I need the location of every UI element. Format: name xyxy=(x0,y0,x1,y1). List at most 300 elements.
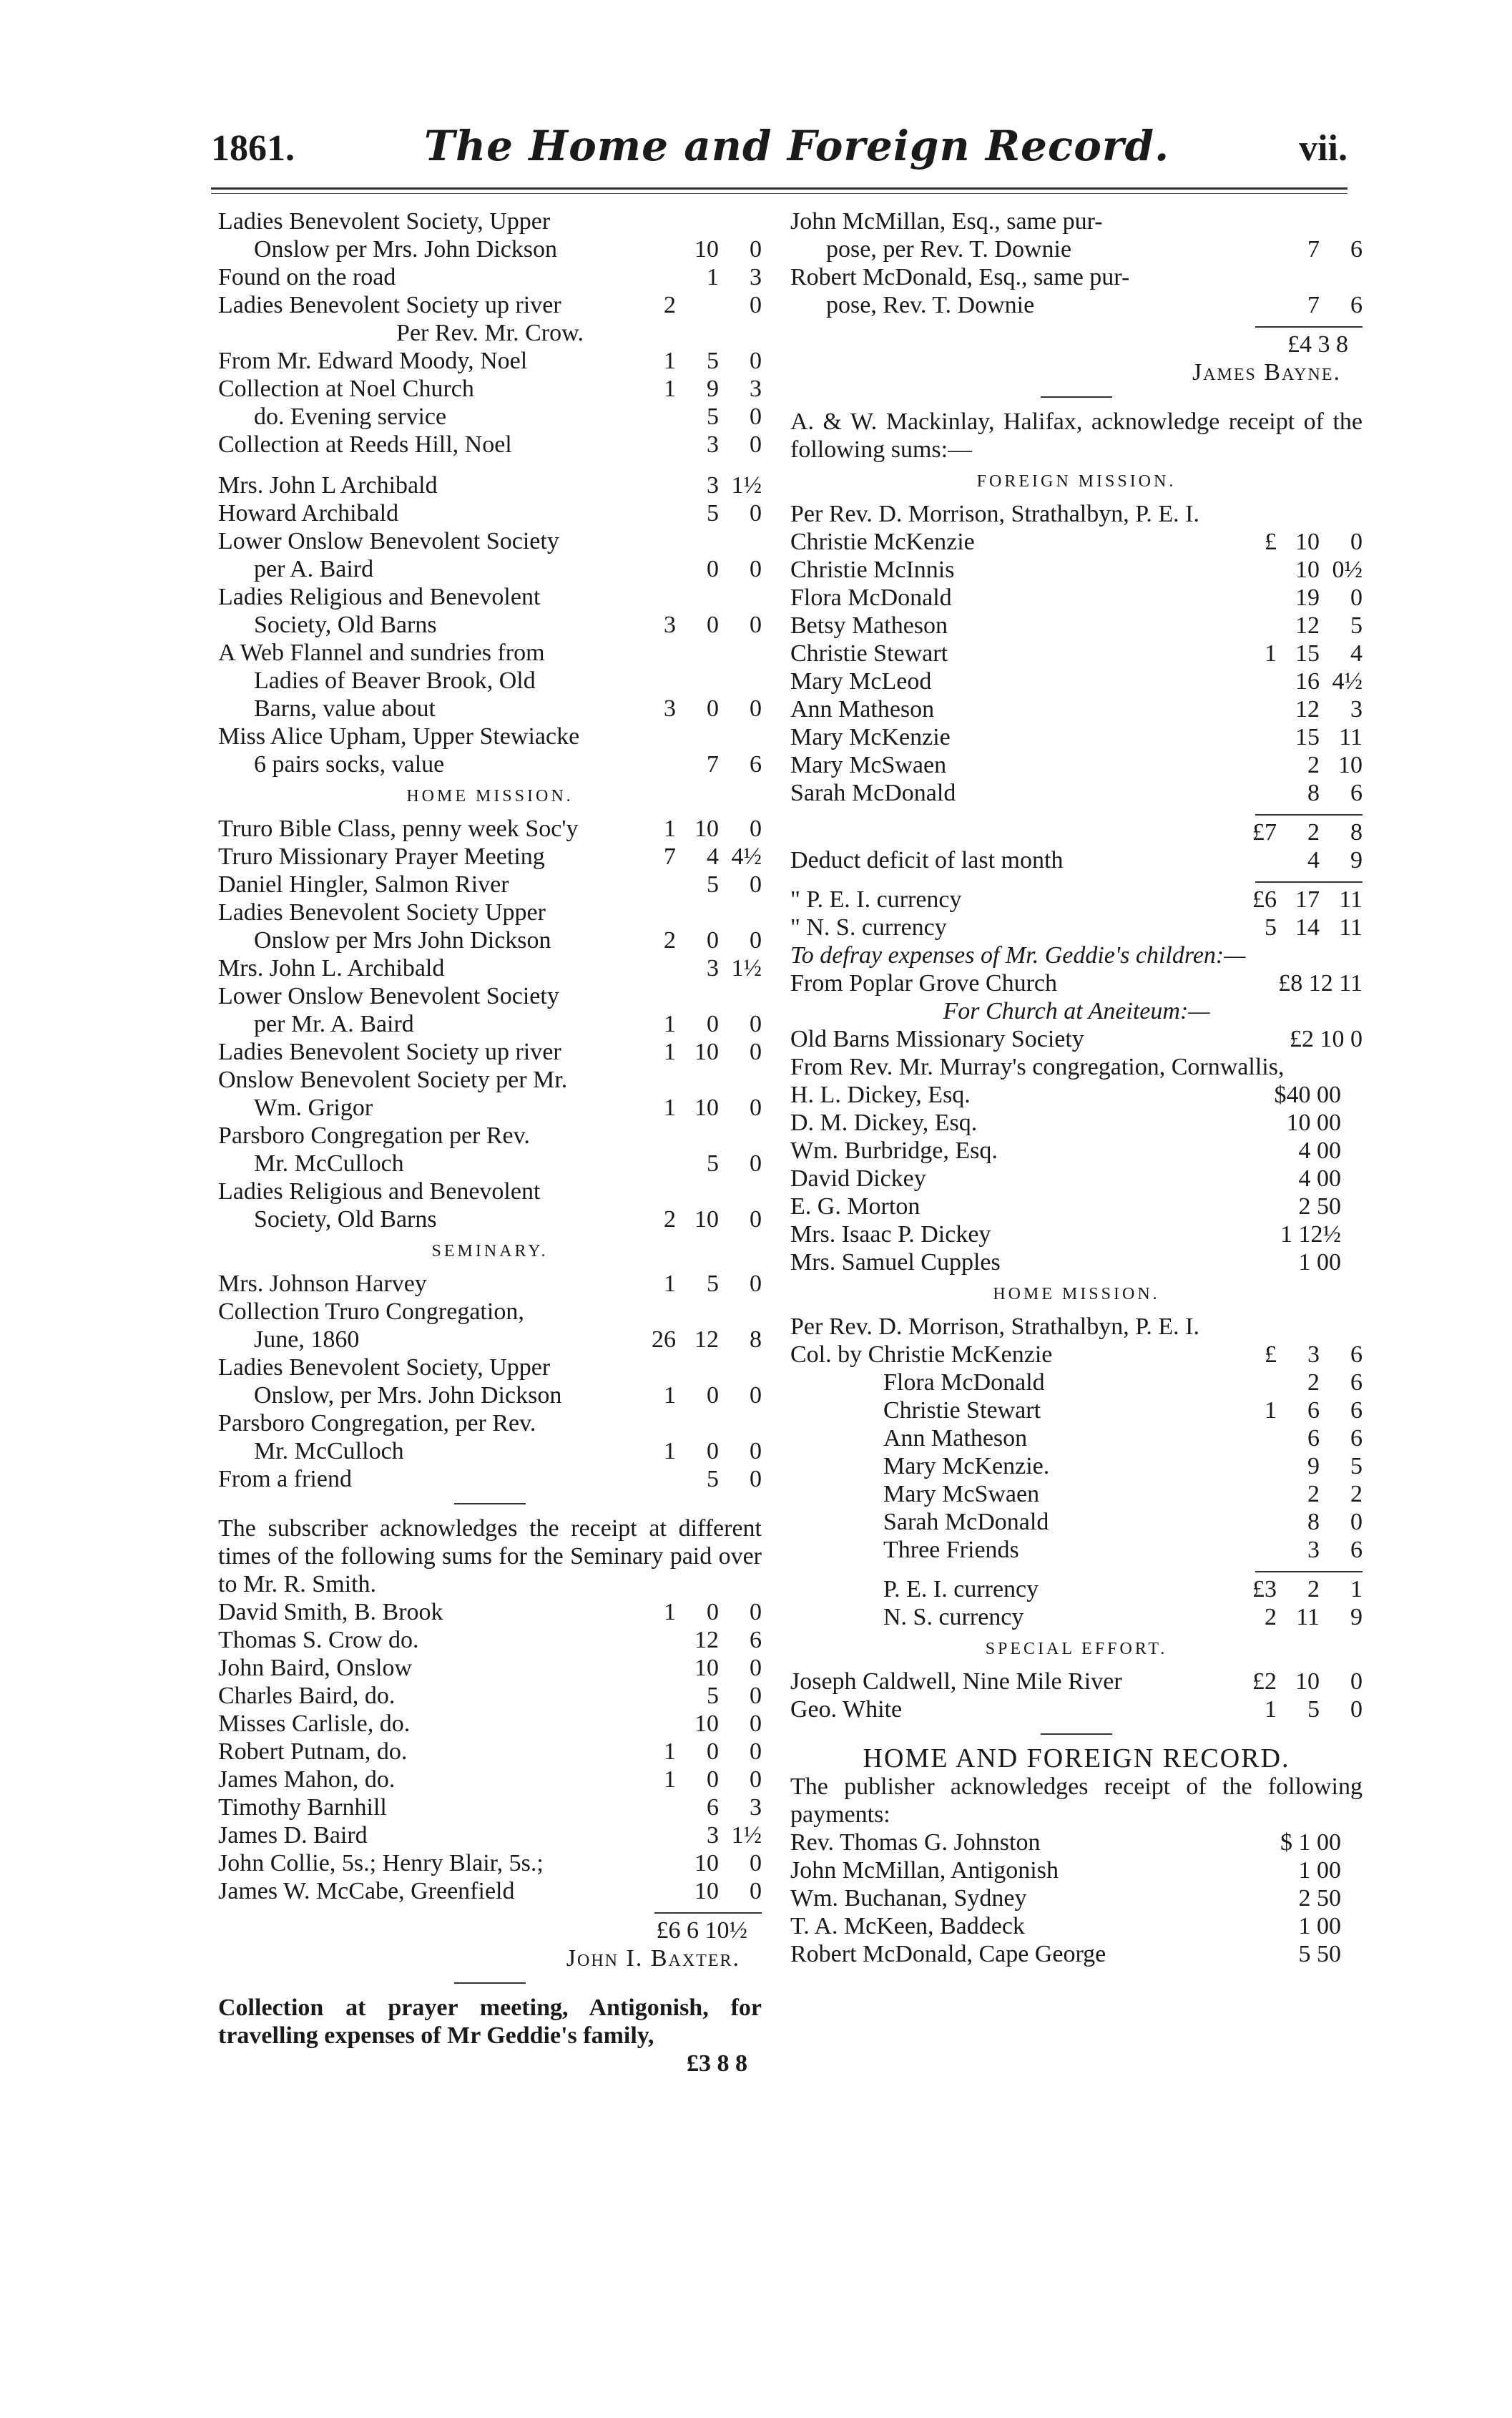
left-mid-list xyxy=(218,471,762,778)
amount-d: 6 xyxy=(1350,1369,1363,1396)
list-item xyxy=(790,556,1363,584)
list-item xyxy=(790,640,1363,667)
amount-d: 0 xyxy=(750,1039,762,1065)
amount-s: 8 xyxy=(1307,780,1320,806)
item-text: Ladies of Beaver Brook, Old xyxy=(254,667,536,694)
item-text: Mrs. Johnson Harvey xyxy=(218,1271,427,1297)
amount-s: 0 xyxy=(707,927,719,954)
right-top-total: £4 3 8 xyxy=(1287,331,1348,358)
record-heading: HOME AND FOREIGN RECORD. xyxy=(863,1743,1290,1773)
item-text: Geo. White xyxy=(790,1696,903,1723)
smith-total: £6 6 10½ xyxy=(656,1917,747,1944)
amount-s: 6 xyxy=(707,1794,719,1821)
item-text: Flora McDonald xyxy=(790,584,952,611)
list-item xyxy=(790,235,1363,263)
item-text: From Mr. Edward Moody, Noel xyxy=(218,348,528,374)
seminary-heading: SEMINARY. xyxy=(431,1242,549,1261)
amount-d: 0 xyxy=(750,431,762,458)
right-column xyxy=(790,207,1363,1968)
amount-s: 3 xyxy=(707,955,719,982)
item-text: Robert Putnam, do. xyxy=(218,1738,408,1765)
item-text: Mr. McCulloch xyxy=(254,1438,404,1464)
amount-s: 7 xyxy=(1307,236,1320,263)
amount-d: 0 xyxy=(750,1655,762,1681)
item-text: Wm. Grigor xyxy=(254,1095,373,1121)
item-text: pose, per Rev. T. Downie xyxy=(826,236,1072,263)
list-item xyxy=(218,1766,762,1793)
amount: 5 50 xyxy=(1298,1941,1341,1967)
list-item xyxy=(218,1381,762,1409)
amount-d: 6 xyxy=(1350,236,1363,263)
amount-d: 0 xyxy=(750,500,762,527)
amount-l: 3 xyxy=(664,612,676,638)
list-item xyxy=(790,779,1363,807)
amount-d: 9 xyxy=(1350,1604,1363,1630)
list-item xyxy=(218,583,762,611)
list-item xyxy=(790,751,1363,779)
home-mission-heading-right: HOME MISSION. xyxy=(993,1285,1160,1303)
amount-s: 9 xyxy=(1307,1453,1320,1479)
list-item xyxy=(218,555,762,583)
amount-l: 1 xyxy=(664,1766,676,1793)
amount-s: 10 xyxy=(694,1850,719,1876)
item-text: Thomas S. Crow do. xyxy=(218,1627,419,1653)
total-rule xyxy=(654,1912,762,1914)
amount-d: 3 xyxy=(750,1794,762,1821)
amount-d: 5 xyxy=(1350,612,1363,639)
amount-s: 9 xyxy=(707,376,719,402)
item-text: Onslow per Mrs John Dickson xyxy=(254,927,551,954)
amount-l: £6 xyxy=(1252,886,1277,913)
amount-d: 0 xyxy=(750,348,762,374)
item-text: Ladies Religious and Benevolent xyxy=(218,584,541,610)
amount-s: 10 xyxy=(694,236,719,263)
item-text: per A. Baird xyxy=(254,556,374,582)
item-text: Sarah McDonald xyxy=(883,1509,1049,1535)
item-text: Howard Archibald xyxy=(218,500,399,527)
amount-l: 1 xyxy=(664,1438,676,1464)
amount-s: 15 xyxy=(1295,640,1320,667)
list-item xyxy=(218,1038,762,1066)
amount-d: 0 xyxy=(750,1850,762,1876)
amount: 1 00 xyxy=(1298,1913,1341,1939)
foreign-total xyxy=(790,818,1363,846)
prayer-note: Collection at prayer meeting, Antigonish, for travelling expenses of Mr Geddie's family, xyxy=(218,1994,762,2049)
amount-s: 6 xyxy=(1307,1397,1320,1424)
amount-l: 1 xyxy=(664,1599,676,1625)
list-item xyxy=(790,667,1363,695)
total-rule xyxy=(1255,814,1363,816)
amount-s: 10 xyxy=(694,1878,719,1904)
amount-l: £ xyxy=(1265,529,1277,555)
amount-d: 11 xyxy=(1339,886,1363,913)
list-item xyxy=(218,403,762,431)
list-item xyxy=(218,471,762,499)
amount-s: 0 xyxy=(707,1382,719,1409)
amount-s: 10 xyxy=(1295,557,1320,583)
amount-l: 1 xyxy=(664,1382,676,1409)
amount-d: 8 xyxy=(750,1326,762,1353)
item-text: Daniel Hingler, Salmon River xyxy=(218,871,509,898)
item-text: Lower Onslow Benevolent Society xyxy=(218,983,559,1009)
item-text: James Mahon, do. xyxy=(218,1766,396,1793)
amount-d: 0 xyxy=(750,403,762,430)
amount-s: 0 xyxy=(707,1738,719,1765)
special-list xyxy=(790,1668,1363,1723)
item-text: John McMillan, Antigonish xyxy=(790,1857,1059,1884)
item-text: " P. E. I. currency xyxy=(790,886,962,913)
amount-l: £7 xyxy=(1252,819,1277,846)
amount-s: 5 xyxy=(707,500,719,527)
header-year: 1861. xyxy=(211,128,295,169)
list-item xyxy=(218,611,762,639)
list-item xyxy=(218,1654,762,1682)
amount-l: 1 xyxy=(664,1738,676,1765)
amount-d: 0 xyxy=(750,871,762,898)
poplar-row: From Poplar Grove Church £8 12 11 xyxy=(790,970,1363,997)
left-column xyxy=(218,207,762,2077)
amount-s: 7 xyxy=(1307,292,1320,318)
per-morrison-line: Per Rev. D. Morrison, Strathalbyn, P. E. I. xyxy=(790,501,1199,527)
amount-s: 5 xyxy=(707,403,719,430)
list-item xyxy=(790,1940,1363,1968)
list-item xyxy=(790,207,1363,235)
amount: $40 00 xyxy=(1274,1082,1341,1108)
list-item xyxy=(218,1010,762,1038)
divider xyxy=(1041,1733,1112,1735)
item-text: Mary McSwaen xyxy=(790,752,947,778)
amount-d: 0 xyxy=(750,1150,762,1177)
murray-note: From Rev. Mr. Murray's congregation, Cornwallis, xyxy=(790,1054,1285,1080)
amount-d: 4 xyxy=(1350,640,1363,667)
list-item xyxy=(218,291,762,319)
list-item xyxy=(790,1575,1363,1603)
total-rule xyxy=(1255,326,1363,328)
list-item xyxy=(790,1109,1363,1137)
item-text: Mrs. Samuel Cupples xyxy=(790,1249,1001,1276)
amount-l: 2 xyxy=(664,927,676,954)
signature-bayne: James Bayne. xyxy=(1192,359,1341,386)
per-morrison-line-2: Per Rev. D. Morrison, Strathalbyn, P. E. I. xyxy=(790,1313,1199,1340)
amount-l: £ xyxy=(1265,1341,1277,1368)
amount-s: 5 xyxy=(707,348,719,374)
amount-d: 0 xyxy=(1350,1668,1363,1695)
amount-d: 10 xyxy=(1338,752,1363,778)
list-item xyxy=(790,263,1363,291)
amount-d: 1 xyxy=(1350,1576,1363,1602)
amount-d: 0 xyxy=(750,1599,762,1625)
item-text: Ladies Benevolent Society up river xyxy=(218,1039,561,1065)
amount-d: 0 xyxy=(750,1878,762,1904)
amount-l: 1 xyxy=(1265,640,1277,667)
list-item xyxy=(790,1137,1363,1165)
amount-d: 6 xyxy=(1350,780,1363,806)
item-text: John Collie, 5s.; Henry Blair, 5s.; xyxy=(218,1850,544,1876)
amount-s: 5 xyxy=(707,1466,719,1492)
item-text: H. L. Dickey, Esq. xyxy=(790,1082,971,1108)
item-text: Col. by Christie McKenzie xyxy=(790,1341,1053,1368)
amount-s: 4 xyxy=(707,843,719,870)
amount: 1 00 xyxy=(1298,1249,1341,1276)
item-text: Joseph Caldwell, Nine Mile River xyxy=(790,1668,1122,1695)
list-item xyxy=(790,914,1363,941)
home-ns-row xyxy=(790,1603,1363,1631)
item-text: Mr. McCulloch xyxy=(254,1150,404,1177)
item-text: David Dickey xyxy=(790,1165,926,1192)
item-text: June, 1860 xyxy=(254,1326,360,1353)
per-crow-heading: Per Rev. Mr. Crow. xyxy=(396,320,584,346)
list-item xyxy=(218,1205,762,1233)
list-item xyxy=(218,1066,762,1094)
amount-d: 0 xyxy=(750,1710,762,1737)
item-text: 6 pairs socks, value xyxy=(254,751,445,778)
amount: 1 12½ xyxy=(1280,1221,1341,1248)
list-item xyxy=(218,982,762,1010)
amount-d: 6 xyxy=(1350,292,1363,318)
mackinlay-note: A. & W. Mackinlay, Halifax, acknowledge receipt of the following sums:— xyxy=(790,408,1363,463)
left-top-list xyxy=(218,207,762,319)
list-item xyxy=(218,1793,762,1821)
list-item xyxy=(790,695,1363,723)
amount-s: 10 xyxy=(694,1095,719,1121)
amount-l: 1 xyxy=(664,1095,676,1121)
list-item xyxy=(218,1598,762,1626)
list-item xyxy=(218,667,762,695)
item-text: D. M. Dickey, Esq. xyxy=(790,1110,978,1136)
amount-s: 11 xyxy=(1296,1604,1320,1630)
header-title: The Home and Foreign Record. xyxy=(423,122,1170,170)
header-rule-thin xyxy=(211,193,1347,194)
amount-s: 10 xyxy=(694,816,719,842)
amount-l: £3 xyxy=(1252,1576,1277,1602)
list-item xyxy=(218,926,762,954)
defray-note: To defray expenses of Mr. Geddie's children:— xyxy=(790,942,1246,969)
item-text: Rev. Thomas G. Johnston xyxy=(790,1829,1041,1856)
list-item xyxy=(790,1884,1363,1912)
amount-d: 0 xyxy=(750,556,762,582)
item-text: Mary McKenzie xyxy=(790,724,951,750)
item-text: Ladies Benevolent Society up river xyxy=(218,292,561,318)
amount-d: 1½ xyxy=(731,955,762,982)
list-item xyxy=(790,1536,1363,1564)
list-item xyxy=(218,954,762,982)
amount-s: 5 xyxy=(707,871,719,898)
amount-d: 3 xyxy=(1350,696,1363,723)
amount-s: 15 xyxy=(1295,724,1320,750)
amount-d: 1½ xyxy=(731,1822,762,1849)
col-by-row xyxy=(790,1341,1363,1369)
amount-d: 0 xyxy=(750,1438,762,1464)
amount-s: 0 xyxy=(707,1766,719,1793)
list-item xyxy=(218,1409,762,1437)
item-text: Lower Onslow Benevolent Society xyxy=(218,528,559,554)
amount-d: 6 xyxy=(1350,1341,1363,1368)
list-item xyxy=(218,1626,762,1654)
item-text: N. S. currency xyxy=(883,1604,1024,1630)
list-item xyxy=(218,815,762,843)
item-text: Mrs. Isaac P. Dickey xyxy=(790,1221,991,1248)
amount-d: 0 xyxy=(750,927,762,954)
list-item xyxy=(790,846,1363,874)
amount-s: 10 xyxy=(694,1710,719,1737)
list-item xyxy=(218,1437,762,1465)
list-item xyxy=(218,1682,762,1710)
amount-d: 3 xyxy=(750,376,762,402)
foreign-list xyxy=(790,528,1363,807)
item-text: Christie McInnis xyxy=(790,557,955,583)
item-text: Truro Missionary Prayer Meeting xyxy=(218,843,545,870)
item-text: Society, Old Barns xyxy=(254,1206,437,1233)
list-item xyxy=(218,1150,762,1178)
amount-d: 6 xyxy=(1350,1397,1363,1424)
amount-l: 1 xyxy=(1265,1397,1277,1424)
item-text: Mary McSwaen xyxy=(883,1481,1040,1507)
right-top-list xyxy=(790,207,1363,319)
amount-d: 0 xyxy=(750,1766,762,1793)
item-text: Timothy Barnhill xyxy=(218,1794,387,1821)
amount-s: 7 xyxy=(707,751,719,778)
amount-l: 1 xyxy=(664,1039,676,1065)
amount-s: 10 xyxy=(694,1206,719,1233)
list-item xyxy=(218,347,762,375)
amount-s: 1 xyxy=(707,264,719,290)
list-item xyxy=(790,1695,1363,1723)
item-text: Robert McDonald, Esq., same pur- xyxy=(790,264,1130,290)
amount-d: 11 xyxy=(1339,724,1363,750)
amount-s: 2 xyxy=(1307,1576,1320,1602)
item-text: Parsboro Congregation per Rev. xyxy=(218,1122,530,1149)
list-item xyxy=(218,527,762,555)
item-text: Society, Old Barns xyxy=(254,612,437,638)
amount-d: 0 xyxy=(750,816,762,842)
oldbarns-row: Old Barns Missionary Society £2 10 0 xyxy=(790,1026,1363,1052)
amount-s: 3 xyxy=(707,472,719,499)
list-item xyxy=(218,750,762,778)
amount-s: 10 xyxy=(694,1039,719,1065)
list-item xyxy=(790,723,1363,751)
list-item xyxy=(218,1270,762,1298)
item-text: Christie Stewart xyxy=(790,640,948,667)
list-item xyxy=(218,1094,762,1122)
list-item xyxy=(790,1603,1363,1631)
list-item xyxy=(218,431,762,459)
amount: 10 00 xyxy=(1286,1110,1341,1136)
item-text: Collection at Noel Church xyxy=(218,376,474,402)
item-text: John McMillan, Esq., same pur- xyxy=(790,208,1103,235)
divider xyxy=(454,1503,526,1504)
list-item xyxy=(218,1465,762,1493)
amount-s: 0 xyxy=(707,1599,719,1625)
amount-s: 0 xyxy=(707,695,719,722)
amount: 1 00 xyxy=(1298,1857,1341,1884)
amount-d: 0 xyxy=(750,1382,762,1409)
item-text: Onslow, per Mrs. John Dickson xyxy=(254,1382,562,1409)
amount-s: 2 xyxy=(1307,752,1320,778)
ns-currency-row xyxy=(790,914,1363,941)
amount-d: 0 xyxy=(750,236,762,263)
list-item xyxy=(790,1341,1363,1369)
amount-d: 0 xyxy=(750,1271,762,1297)
list-item xyxy=(790,886,1363,914)
list-item xyxy=(790,1220,1363,1248)
item-text: David Smith, B. Brook xyxy=(218,1599,443,1625)
amount: 2 50 xyxy=(1298,1193,1341,1220)
item-text: Mrs. John L Archibald xyxy=(218,472,438,499)
signature-baxter: John I. Baxter. xyxy=(566,1945,740,1972)
amount-l: 1 xyxy=(664,376,676,402)
item-text: E. G. Morton xyxy=(790,1193,921,1220)
amount-d: 0 xyxy=(1350,1696,1363,1723)
list-item xyxy=(790,1508,1363,1536)
amount-d: 6 xyxy=(750,1627,762,1653)
amount-d: 9 xyxy=(1350,847,1363,873)
list-item xyxy=(790,1081,1363,1109)
list-item xyxy=(790,1480,1363,1508)
amount-d: 4½ xyxy=(731,843,762,870)
amount-d: 0 xyxy=(750,1683,762,1709)
item-text: Sarah McDonald xyxy=(790,780,956,806)
amount-d: 2 xyxy=(1350,1481,1363,1507)
amount-l: 1 xyxy=(664,348,676,374)
crow-list xyxy=(218,347,762,459)
amount-s: 3 xyxy=(707,431,719,458)
publisher-note: The publisher acknowledges receipt of the following payments: xyxy=(790,1773,1363,1828)
amount-s: 12 xyxy=(1295,696,1320,723)
list-item xyxy=(790,1165,1363,1193)
divider xyxy=(454,1982,526,1984)
item-text: Wm. Buchanan, Sydney xyxy=(790,1885,1027,1912)
item-text: Wm. Burbridge, Esq. xyxy=(790,1137,998,1164)
home-mission-list xyxy=(218,815,762,1233)
amount-d: 0 xyxy=(750,1206,762,1233)
amount-l: 1 xyxy=(664,1011,676,1037)
amount-l: 2 xyxy=(1265,1604,1277,1630)
list-item xyxy=(218,1354,762,1381)
amount-l: £2 xyxy=(1252,1668,1277,1695)
amount-s: 10 xyxy=(694,1655,719,1681)
item-text: Flora McDonald xyxy=(883,1369,1045,1396)
smith-list xyxy=(218,1598,762,1905)
amount-s: 2 xyxy=(1307,1481,1320,1507)
amount-l: 26 xyxy=(652,1326,676,1353)
amount-s: 0 xyxy=(707,1011,719,1037)
list-item xyxy=(218,1178,762,1205)
foreign-mission-heading: FOREIGN MISSION. xyxy=(976,472,1177,491)
page-header xyxy=(211,122,1347,186)
item-text: Ann Matheson xyxy=(883,1425,1028,1452)
pei-currency-row xyxy=(790,886,1363,914)
deduct-row xyxy=(790,846,1363,874)
amount-d: 0 xyxy=(1350,1509,1363,1535)
amount-d: 0 xyxy=(1350,529,1363,555)
amount-s: 3 xyxy=(1307,1537,1320,1563)
amount-d: 0 xyxy=(750,1011,762,1037)
list-item xyxy=(218,1326,762,1354)
item-text: per Mr. A. Baird xyxy=(254,1011,414,1037)
amount-d: 0 xyxy=(750,1738,762,1765)
prayer-total: £3 8 8 xyxy=(687,2050,747,2077)
header-rule xyxy=(211,187,1347,190)
list-item xyxy=(218,235,762,263)
amount-s: 5 xyxy=(707,1150,719,1177)
item-text: Ann Matheson xyxy=(790,696,935,723)
list-item xyxy=(218,843,762,871)
item-text: Ladies Benevolent Society, Upper xyxy=(218,1354,551,1381)
amount: 2 50 xyxy=(1298,1885,1341,1912)
item-text: Ladies Religious and Benevolent xyxy=(218,1178,541,1205)
item-text: Ladies Benevolent Society, Upper xyxy=(218,208,551,235)
list-item xyxy=(218,1877,762,1905)
